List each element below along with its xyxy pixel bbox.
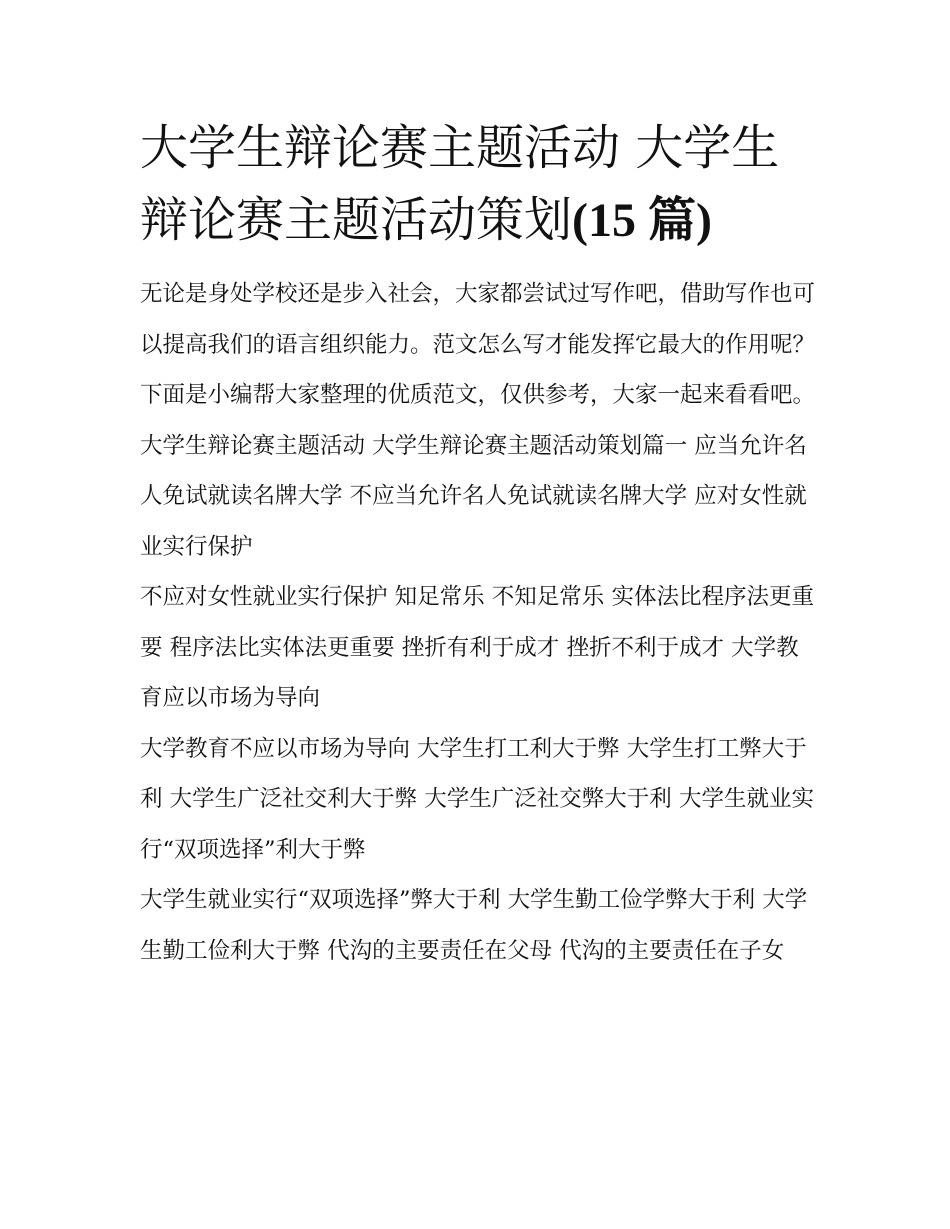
intro-paragraph: 无论是身处学校还是步入社会，大家都尝试过写作吧，借助写作也可以提高我们的语言组织能力。范文怎么写才能发挥它最大的作用呢？下面是小编帮大家整理的优质范文，仅供参考，大家一起来看看吧。 (140, 281, 816, 408)
topic-paragraph: 不应对女性就业实行保护 知足常乐 不知足常乐 实体法比程序法更重要 程序法比实体法更重要 挫折有利于成才 挫折不利于成才 大学教育应以市场为导向 (140, 584, 814, 711)
document-page (140, 112, 820, 976)
title-text: 大学生辩论赛主题活动 大学生辩论赛主题活动策划 (140, 120, 780, 248)
topic-paragraph: 大学生就业实行“双项选择”弊大于利 大学生勤工俭学弊大于利 大学生勤工俭利大于弊 代沟的主要责任在父母 代沟的主要责任在子女 (140, 887, 808, 964)
title-count: (15 篇) (572, 194, 712, 247)
topic-paragraph: 大学教育不应以市场为导向 大学生打工利大于弊 大学生打工弊大于利 大学生广泛社交利大于弊 大学生广泛社交弊大于利 大学生就业实行“双项选择”利大于弊 (140, 735, 814, 863)
document-title (140, 112, 820, 257)
topic-paragraph: 大学生辩论赛主题活动 大学生辩论赛主题活动策划篇一 应当允许名人免试就读名牌大学 不应当允许名人免试就读名牌大学 应对女性就业实行保护 (140, 432, 807, 560)
